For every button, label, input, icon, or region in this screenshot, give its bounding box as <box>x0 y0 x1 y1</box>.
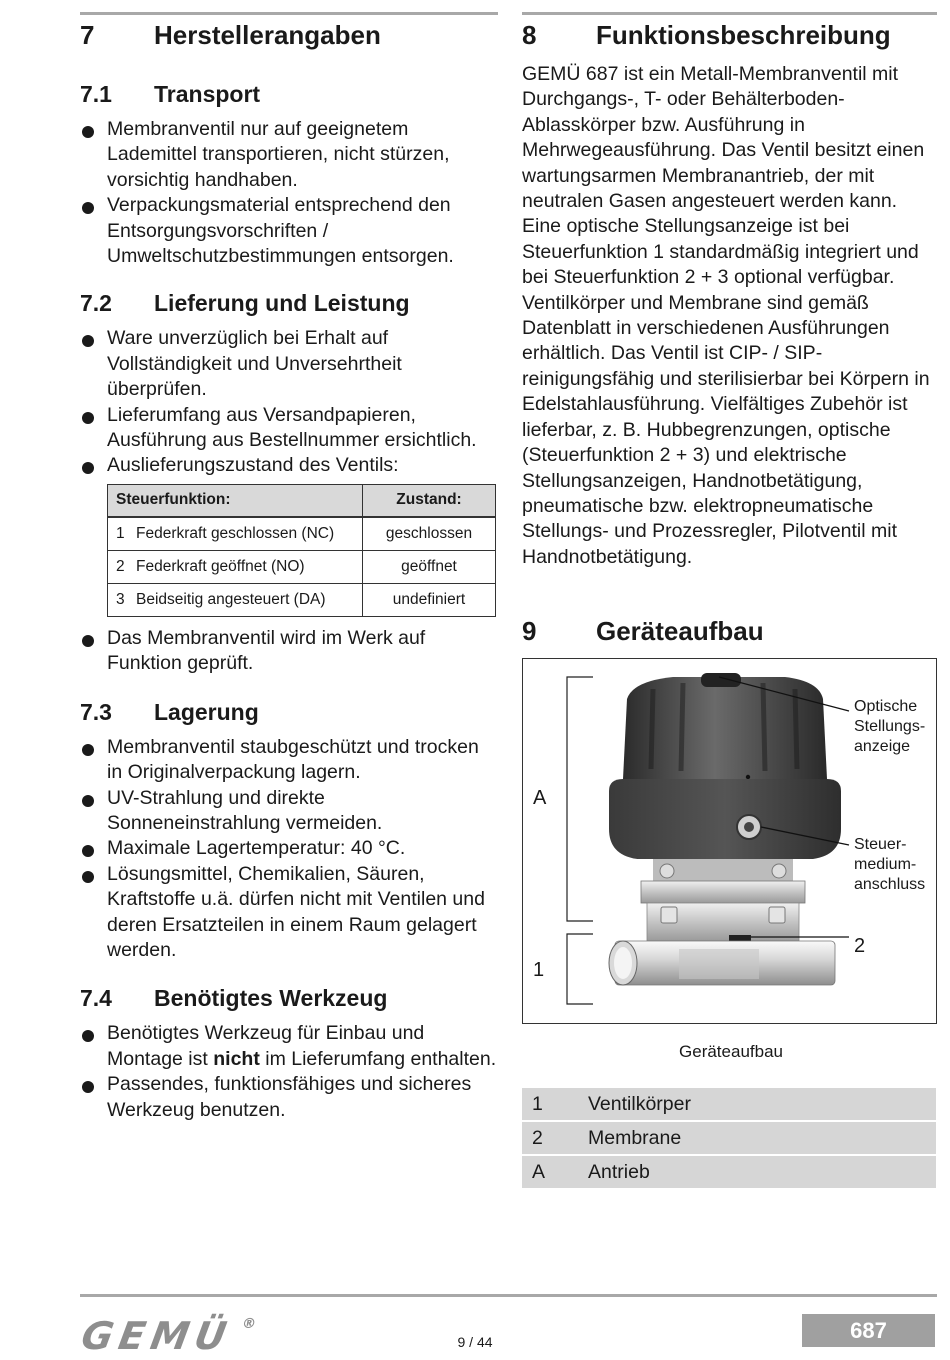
legend-key: 1 <box>532 1092 543 1115</box>
callout-control-port: Steuer-medium-anschluss <box>854 836 926 894</box>
label-2: 2 <box>854 935 866 958</box>
figure-legend <box>522 1088 936 1188</box>
function-description: GEMÜ 687 ist ein Metall-Membranventil mit Durchgangs-, T- oder Behälterboden-Ablasskörper bzw. Ausführung in Mehrwegeausführung. Das Ventil besitzt einen wartungsarmen Membranantrieb, der mit neutralen Gasen angesteuert werden kann. Eine optische Stellungsanzeige ist bei Steuerfunktion 1 standardmäßig integriert und bei Steuerfunktion 2 + 3 optional verfügbar. Ventilkörper und Membrane sind gemäß Datenblatt in verschiedenen Ausführungen erhältlich. Das Ventil ist CIP- / SIP-reinigungsfähig und sterilisierbar bei Körpern in Edelstahlausführung. Vielfältiges Zubehör ist lieferbar, z. B. Hubbegrenzungen, optische (Steuerfunktion 2 + 3) und elektrische Stellungsanzeigen, Handnotbetätigung, pneumatische bzw. elektropneumatische Stellungs- und Prozessregler, Pilotventil mit Handnotbetätigung. <box>522 63 930 568</box>
section-7-4-heading <box>80 983 498 1013</box>
list-item: Verpackungsmaterial entsprechend den Entsorgungsvorschriften / Umweltschutzbestimmungen entsorgen. <box>80 193 498 269</box>
section-7-2-heading <box>80 288 498 318</box>
left-column <box>80 18 498 1123</box>
legend-key: A <box>532 1160 546 1183</box>
table-cell-function: 3 Beidseitig angesteuert (DA) <box>108 583 363 616</box>
list-item: Auslieferungszustand des Ventils: <box>80 453 498 478</box>
section-number: 7.2 <box>80 290 112 317</box>
section-title: Benötigtes Werkzeug <box>154 985 388 1012</box>
legend-value: Ventilkörper <box>588 1092 691 1115</box>
table-row <box>108 583 496 616</box>
section-title: Lieferung und Leistung <box>154 290 410 317</box>
column-header-state: Zustand: <box>363 484 496 517</box>
section-title: Funktionsbeschreibung <box>596 20 891 50</box>
table-header-row <box>108 484 496 517</box>
list-item: UV-Strahlung und direkte Sonneneinstrahlung vermeiden. <box>80 786 498 837</box>
emphasis-text: nicht <box>213 1047 260 1070</box>
legend-row <box>522 1088 936 1120</box>
table-cell-state: undefiniert <box>363 583 496 616</box>
footer-rule <box>80 1294 937 1297</box>
storage-list <box>80 735 498 964</box>
label-1: 1 <box>533 959 545 982</box>
page-number: 9 / 44 <box>457 1334 493 1350</box>
section-7-1-heading <box>80 79 498 109</box>
valve-figure <box>522 658 937 1024</box>
transport-list <box>80 117 498 269</box>
section-9-heading <box>522 614 940 648</box>
column-header-function: Steuerfunktion: <box>108 484 363 517</box>
section-number: 9 <box>522 616 537 647</box>
section-title: Lagerung <box>154 698 259 725</box>
legend-value: Membrane <box>588 1126 682 1149</box>
header-rule-right <box>522 12 937 15</box>
figure-caption: Geräteaufbau <box>679 1042 783 1062</box>
delivery-note-list <box>80 626 498 677</box>
section-title: Geräteaufbau <box>596 616 764 647</box>
delivery-state-table <box>107 484 496 617</box>
section-number: 8 <box>522 20 537 50</box>
table-row <box>108 550 496 583</box>
table-cell-state: geöffnet <box>363 550 496 583</box>
list-item: Membranventil nur auf geeignetem Lademittel transportieren, nicht stürzen, vorsichtig handhaben. <box>80 117 498 193</box>
table-cell-function: 2 Federkraft geöffnet (NO) <box>108 550 363 583</box>
table-cell-function: 1 Federkraft geschlossen (NC) <box>108 517 363 551</box>
right-column <box>522 18 940 1190</box>
section-number: 7.1 <box>80 81 112 107</box>
list-item: Maximale Lagertemperatur: 40 °C. <box>80 836 498 861</box>
list-item: Passendes, funktionsfähiges und sicheres Werkzeug benutzen. <box>80 1072 498 1123</box>
section-title: Transport <box>154 81 261 107</box>
callout-position-indicator: Optische Stellungs-anzeige <box>854 698 926 756</box>
label-a: A <box>533 787 547 810</box>
product-number-badge: 687 <box>802 1314 935 1347</box>
section-title: Herstellerangaben <box>154 20 381 50</box>
section-number: 7.3 <box>80 698 112 725</box>
section-7-3-heading <box>80 697 498 727</box>
section-number: 7.4 <box>80 985 112 1012</box>
section-number: 7 <box>80 20 95 50</box>
list-item: Lieferumfang aus Versandpapieren, Ausführung aus Bestellnummer ersichtlich. <box>80 403 498 454</box>
list-item: Ware unverzüglich bei Erhalt auf Vollständigkeit und Unversehrtheit überprüfen. <box>80 326 498 402</box>
list-item: Das Membranventil wird im Werk auf Funktion geprüft. <box>80 626 498 677</box>
section-7-heading <box>80 18 498 52</box>
section-8-heading <box>522 18 940 52</box>
legend-value: Antrieb <box>588 1160 650 1183</box>
delivery-list <box>80 326 498 478</box>
header-rule-left <box>80 12 498 15</box>
legend-row <box>522 1156 936 1188</box>
list-item: Benötigtes Werkzeug für Einbau und Montage ist nicht im Lieferumfang enthalten. <box>80 1021 498 1072</box>
table-row <box>108 517 496 551</box>
brand-logo: GEMÜ ® <box>78 1314 258 1358</box>
list-item: Membranventil staubgeschützt und trocken in Originalverpackung lagern. <box>80 735 498 786</box>
table-cell-state: geschlossen <box>363 517 496 551</box>
tools-list <box>80 1021 498 1123</box>
legend-row <box>522 1122 936 1154</box>
list-item: Lösungsmittel, Chemikalien, Säuren, Kraftstoffe u.ä. dürfen nicht mit Ventilen und deren Ersatzteilen in einem Raum gelagert werden. <box>80 862 498 964</box>
legend-key: 2 <box>532 1126 543 1149</box>
